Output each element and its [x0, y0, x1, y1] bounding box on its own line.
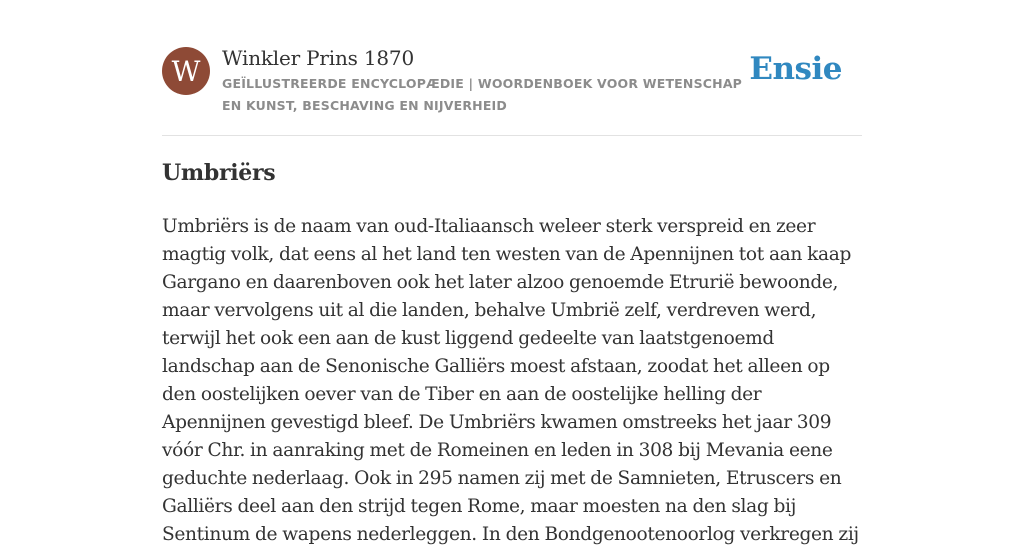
avatar-letter: W	[171, 54, 201, 88]
article-title: Umbriërs	[162, 160, 276, 186]
source-subtitle: GEÏLLUSTREERDE ENCYCLOPÆDIE | WOORDENBOEK VOOR WETENSCHAP EN KUNST, BESCHAVING EN NIJVERHEID	[222, 76, 743, 113]
article-body: Umbriërs is de naam van oud-Italiaansch weleer sterk verspreid en zeer magtig volk, dat eens al het land ten westen van de Apennijnen tot aan kaap Gargano en daarenboven ook het later alzoo genoemde Etrurië bewoonde, maar vervolgens uit al die landen, behalve Umbrië zelf, verdreven werd, terwijl het ook een aan de kust liggend gedeelte van laatstgenoemd landschap aan de Senonische Galliërs moest afstaan, zoodat het alleen op den oostelijken oever van de Tiber en aan de oostelijke helling der Apennijnen gevestigd bleef. De Umbriërs kwamen omstreeks het jaar 309 vóór Chr. in aanraking met de Romeinen en leden in 308 bij Mevania eene geduchte nederlaag. Ook in 295 namen zij met de Samnieten, Etruscers en Galliërs deel aan den strijd tegen Rome, maar moesten na den slag bij Sentinum de wapens nederleggen. In den Bondgenootenoorlog verkregen zij	[162, 216, 859, 545]
page	[162, 0, 862, 545]
source-header	[162, 46, 862, 136]
avatar[interactable]	[162, 47, 210, 95]
source-title[interactable]: Winkler Prins 1870	[222, 46, 414, 70]
brand-logo[interactable]: Ensie	[749, 51, 842, 87]
header-divider	[162, 135, 862, 136]
